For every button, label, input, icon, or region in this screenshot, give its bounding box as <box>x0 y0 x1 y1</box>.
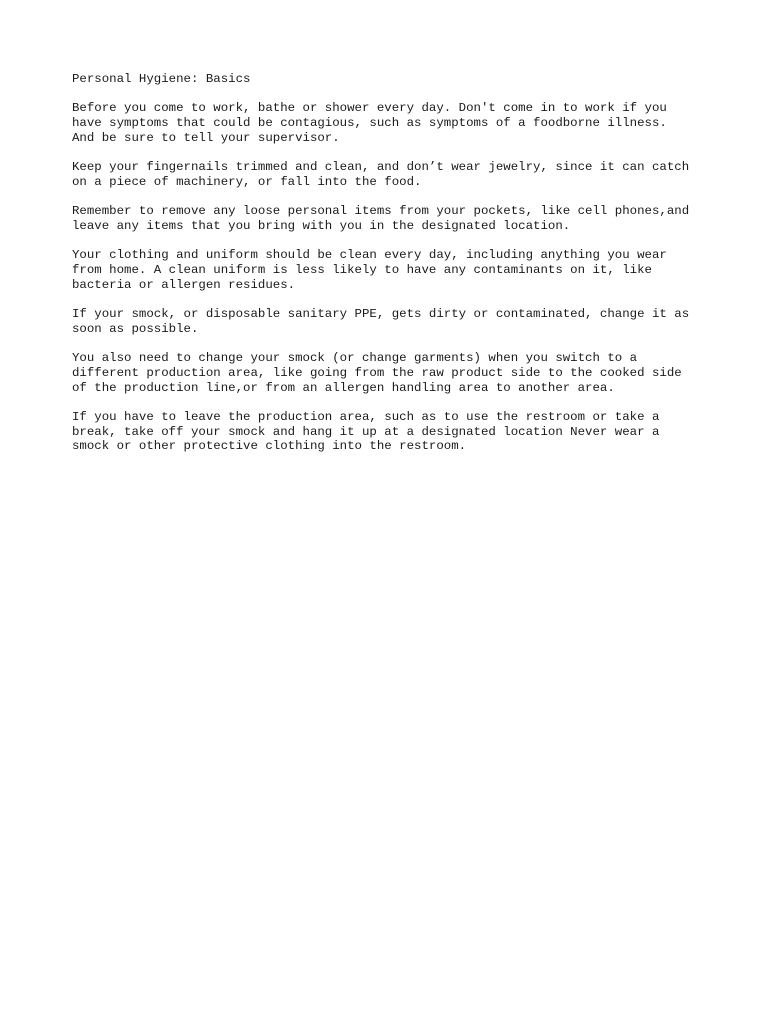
paragraph-line: You also need to change your smock (or change garments) when you switch to a <box>72 351 638 366</box>
paragraph-line: leave any items that you bring with you in the designated location. <box>72 218 571 233</box>
document-body <box>72 72 712 469</box>
paragraph-line: smock or other protective clothing into the restroom. <box>72 439 467 454</box>
paragraph-line: Before you come to work, bathe or shower every day. Don't come in to work if you <box>72 101 667 116</box>
paragraph-line: soon as possible. <box>72 321 199 336</box>
paragraph-personal-items <box>72 204 712 233</box>
paragraph-line: If you have to leave the production area, such as to use the restroom or take a <box>72 410 660 425</box>
paragraph-line: Keep your fingernails trimmed and clean, and don’t wear jewelry, since it can catch <box>72 160 690 175</box>
paragraph-line: Remember to remove any loose personal items from your pockets, like cell phones,and <box>72 204 690 219</box>
paragraph-line: break, take off your smock and hang it up at a designated location Never wear a <box>72 424 660 439</box>
paragraph-line: bacteria or allergen residues. <box>72 277 296 292</box>
paragraph-line: have symptoms that could be contagious, such as symptoms of a foodborne illness. <box>72 116 667 131</box>
paragraph-leaving-area <box>72 410 712 454</box>
paragraph-line: And be sure to tell your supervisor. <box>72 130 340 145</box>
paragraph-smock-dirty <box>72 307 712 336</box>
paragraph-line: Your clothing and uniform should be clean every day, including anything you wear <box>72 248 667 263</box>
paragraph-clothing <box>72 248 712 292</box>
paragraph-line: on a piece of machinery, or fall into the food. <box>72 174 422 189</box>
paragraph-fingernails <box>72 160 712 189</box>
document-title: Personal Hygiene: Basics <box>72 72 251 86</box>
paragraph-line: of the production line,or from an allergen handling area to another area. <box>72 380 615 395</box>
paragraph-line: If your smock, or disposable sanitary PPE, gets dirty or contaminated, change it as <box>72 307 690 322</box>
paragraph-line: from home. A clean uniform is less likely to have any contaminants on it, like <box>72 263 652 278</box>
paragraph-change-smock <box>72 351 712 395</box>
paragraph-line: different production area, like going from the raw product side to the cooked side <box>72 365 682 380</box>
paragraph-bathing <box>72 101 712 145</box>
